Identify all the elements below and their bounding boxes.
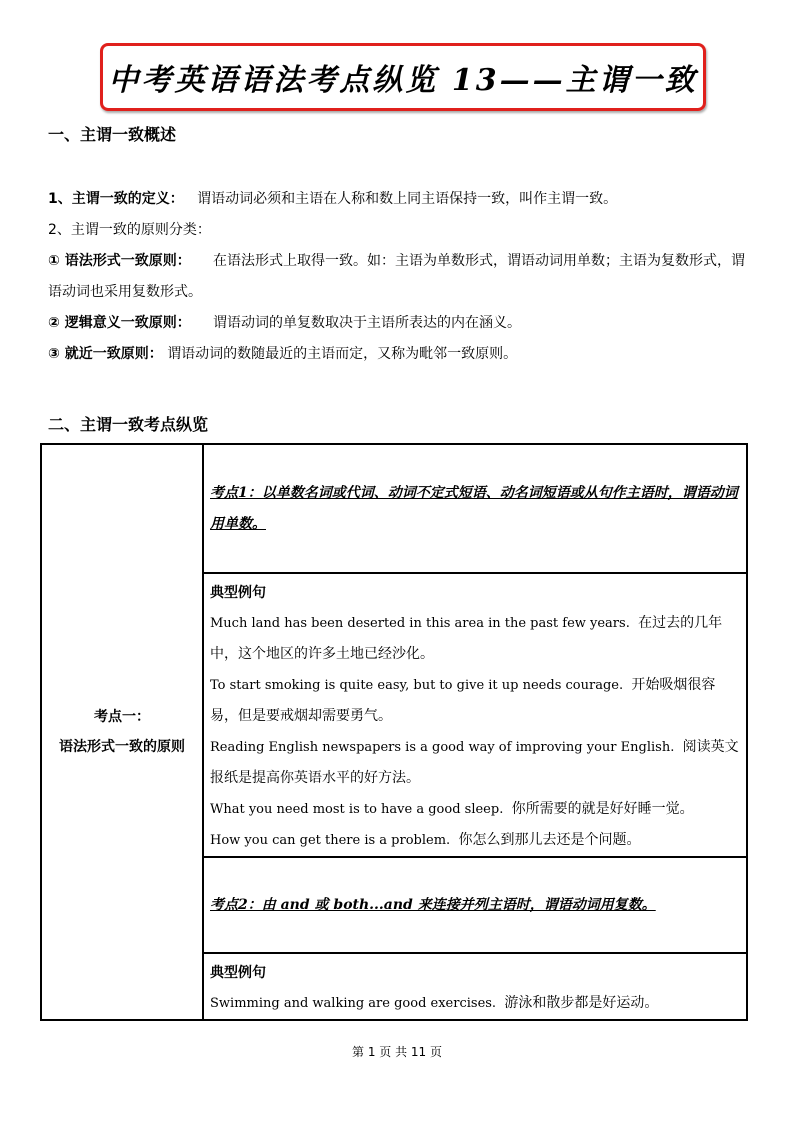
example-zh: 你所需要的就是好好睡一觉。 (511, 801, 694, 817)
kaodian-one-title: 语法形式一致的原则 (59, 739, 185, 755)
example-sentence (210, 825, 740, 856)
principle-1 (48, 246, 748, 308)
section2-heading: 二、主谓一致考点纵览 (48, 415, 209, 434)
example-zh: 游泳和散步都是好运动。 (504, 995, 659, 1011)
example-zh: 开始吸烟很容易，但是要戒烟却需要勇气。 (210, 677, 716, 724)
definition-text: 谓语动词必须和主语在人称和数上同主语保持一致，叫作主谓一致。 (197, 191, 618, 207)
principle-2 (48, 308, 748, 339)
principles-heading: 2、主谓一致的原则分类： (48, 222, 211, 238)
example-en: How you can get there is a problem. (210, 833, 451, 848)
kaodian1-text: 考点1：以单数名词或代词、动词不定式短语、动名词短语或从句作主语时，谓语动词用单数。 (210, 484, 738, 532)
title-banner (100, 43, 706, 111)
definition (48, 184, 748, 215)
examples1-cell (203, 573, 747, 857)
principle-3 (48, 339, 748, 370)
principle-label: ① 语法形式一致原则： (48, 253, 191, 269)
kaodian-one-cell (41, 444, 203, 1020)
examples-title: 典型例句 (210, 585, 266, 601)
example-zh: 在过去的几年中，这个地区的许多土地已经沙化。 (210, 615, 723, 662)
example-en: Much land has been deserted in this area in the past few years. (210, 616, 630, 631)
examples-title: 典型例句 (210, 965, 266, 981)
kaodian2-text: 考点2：由 and 或 both...and 来连接并列主语时，谓语动词用复数。 (210, 896, 656, 913)
example-sentence (210, 988, 740, 1019)
principle-text: 在语法形式上取得一致。如：主语为单数形式，谓语动词用单数；主语为复数形式，谓语动词也采用复数形式。 (48, 253, 745, 300)
section1-heading: 一、主谓一致概述 (48, 125, 177, 144)
principle-text: 谓语动词的单复数取决于主语所表达的内在涵义。 (213, 315, 521, 331)
principle-text: 谓语动词的数随最近的主语而定，又称为毗邻一致原则。 (167, 346, 518, 362)
examples2-cell (203, 953, 747, 1020)
kaodian1-cell (203, 444, 747, 573)
example-zh: 阅读英文报纸是提高你英语水平的好方法。 (210, 739, 739, 786)
example-sentence (210, 794, 740, 825)
example-en: Swimming and walking are good exercises. (210, 996, 497, 1011)
grammar-table (40, 443, 748, 1021)
example-sentence (210, 608, 740, 670)
example-sentence (210, 670, 740, 732)
example-en: What you need most is to have a good sleep. (210, 802, 504, 817)
document-title: 中考英语语法考点纵览 13——主谓一致 (108, 63, 698, 98)
example-en: To start smoking is quite easy, but to give it up needs courage. (210, 678, 624, 693)
example-sentence (210, 732, 740, 794)
kaodian-one-label: 考点一： (94, 709, 150, 725)
page-footer: 第 1 页 共 11 页 (352, 1045, 442, 1059)
kaodian2-cell (203, 857, 747, 953)
definition-label: 1、主谓一致的定义： (48, 191, 184, 207)
example-en: Reading English newspapers is a good way of improving your English. (210, 740, 675, 755)
principle-label: ③ 就近一致原则： (48, 346, 163, 362)
example-zh: 你怎么到那儿去还是个问题。 (458, 832, 641, 848)
principle-label: ② 逻辑意义一致原则： (48, 315, 191, 331)
